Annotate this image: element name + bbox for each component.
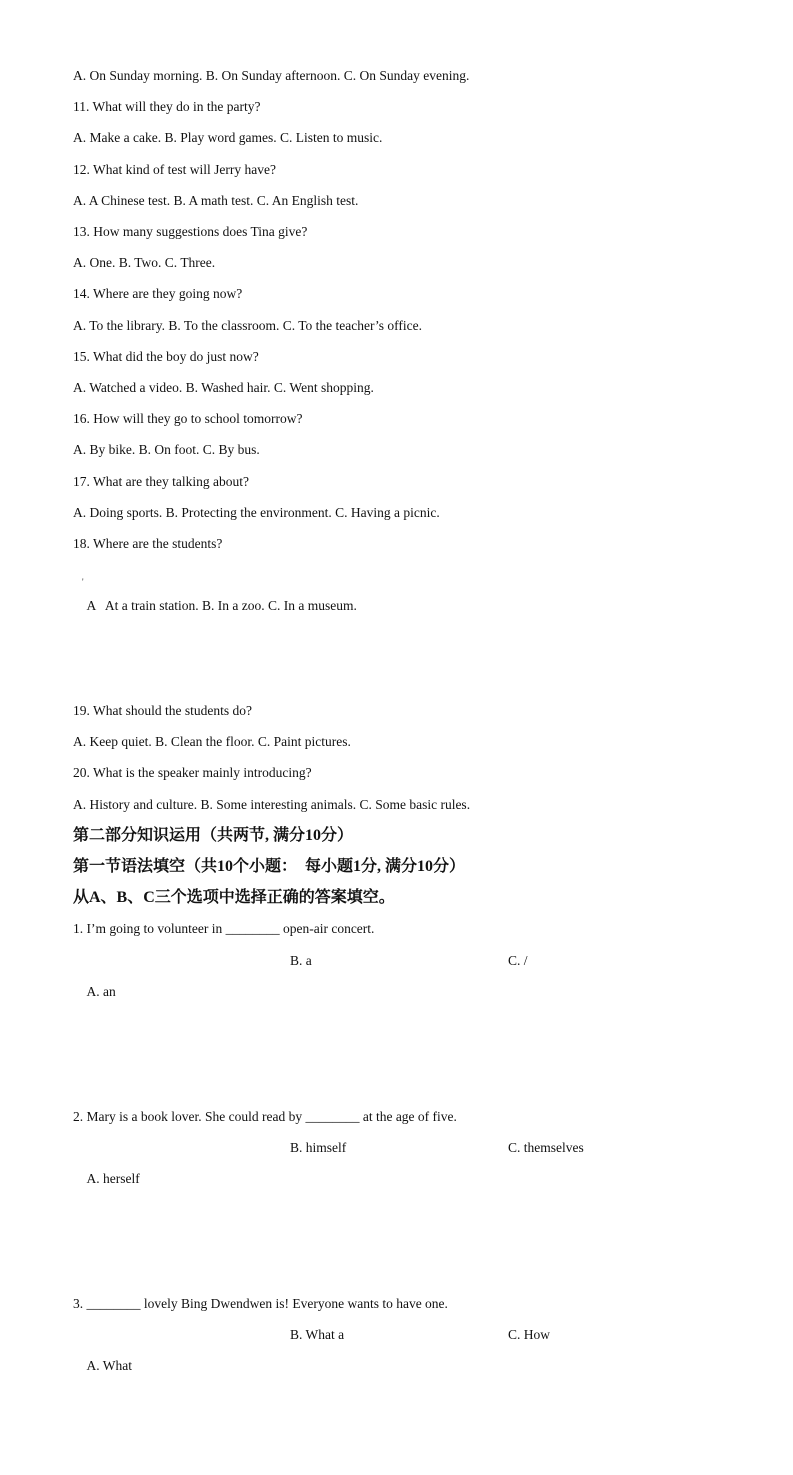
grammar-question-1: 1. I’m going to volunteer in ________ open-air concert.	[73, 921, 375, 937]
answer-options-line	[73, 559, 733, 684]
question-line-12: 12. What kind of test will Jerry have?	[73, 161, 276, 177]
answer-options-line: A. On Sunday morning. B. On Sunday afternoon. C. On Sunday evening.	[73, 68, 470, 83]
answer-options-text: A At a train station. B. In a zoo. C. In a museum.	[86, 598, 357, 614]
section-heading-grammar: 第一节语法填空（共10个小题： 每小题1分, 满分10分）	[73, 858, 466, 876]
option-a: A. What	[86, 1358, 132, 1374]
answer-options-line: A. One. B. Two. C. Three.	[73, 255, 216, 271]
grammar-question-3: 3. ________ lovely Bing Dwendwen is! Everyone wants to have one.	[73, 1295, 448, 1311]
answer-options-line: A. A Chinese test. B. A math test. C. An English test.	[73, 192, 359, 208]
question-line-13: 13. How many suggestions does Tina give?	[73, 224, 308, 240]
question-line-18: 18. Where are the students?	[73, 536, 223, 552]
answer-options-line: A. Watched a video. B. Washed hair. C. Went shopping.	[73, 380, 374, 396]
question-line-15: 15. What did the boy do just now?	[73, 348, 259, 364]
option-c: C. themselves	[508, 1139, 584, 1155]
option-c: C. /	[508, 952, 528, 968]
option-a: A. an	[86, 983, 116, 999]
stray-mark: '	[82, 577, 84, 588]
option-a: A. herself	[86, 1171, 140, 1187]
option-row-3	[73, 1319, 733, 1475]
answer-options-line: A. History and culture. B. Some interesting animals. C. Some basic rules.	[73, 796, 471, 812]
question-line-17: 17. What are they talking about?	[73, 473, 249, 489]
option-b: B. What a	[290, 1327, 345, 1343]
option-b: B. himself	[290, 1139, 347, 1155]
question-line-20: 20. What is the speaker mainly introducing?	[73, 765, 312, 781]
answer-options-line: A. Make a cake. B. Play word games. C. Listen to music.	[73, 130, 383, 146]
question-line-11: 11. What will they do in the party?	[73, 99, 261, 115]
option-row-1	[73, 945, 733, 1101]
answer-options-line: A. To the library. B. To the classroom. C. To the teacher’s office.	[73, 317, 422, 333]
question-line-14: 14. Where are they going now?	[73, 286, 243, 302]
section-heading-part2: 第二部分知识运用（共两节, 满分10分）	[73, 826, 354, 844]
question-line-19: 19. What should the students do?	[73, 703, 252, 719]
answer-options-line: A. By bike. B. On foot. C. By bus.	[73, 442, 260, 458]
option-c: C. How	[508, 1327, 551, 1343]
section-instructions: 从A、B、C三个选项中选择正确的答案填空。	[73, 889, 395, 907]
question-line-16: 16. How will they go to school tomorrow?	[73, 411, 303, 427]
grammar-question-2: 2. Mary is a book lover. She could read by ________ at the age of five.	[73, 1108, 457, 1124]
option-row-2	[73, 1132, 733, 1288]
answer-options-line: A. Doing sports. B. Protecting the environment. C. Having a picnic.	[73, 504, 440, 520]
answer-options-line: A. Keep quiet. B. Clean the floor. C. Paint pictures.	[73, 734, 351, 750]
option-b: B. a	[290, 952, 312, 968]
